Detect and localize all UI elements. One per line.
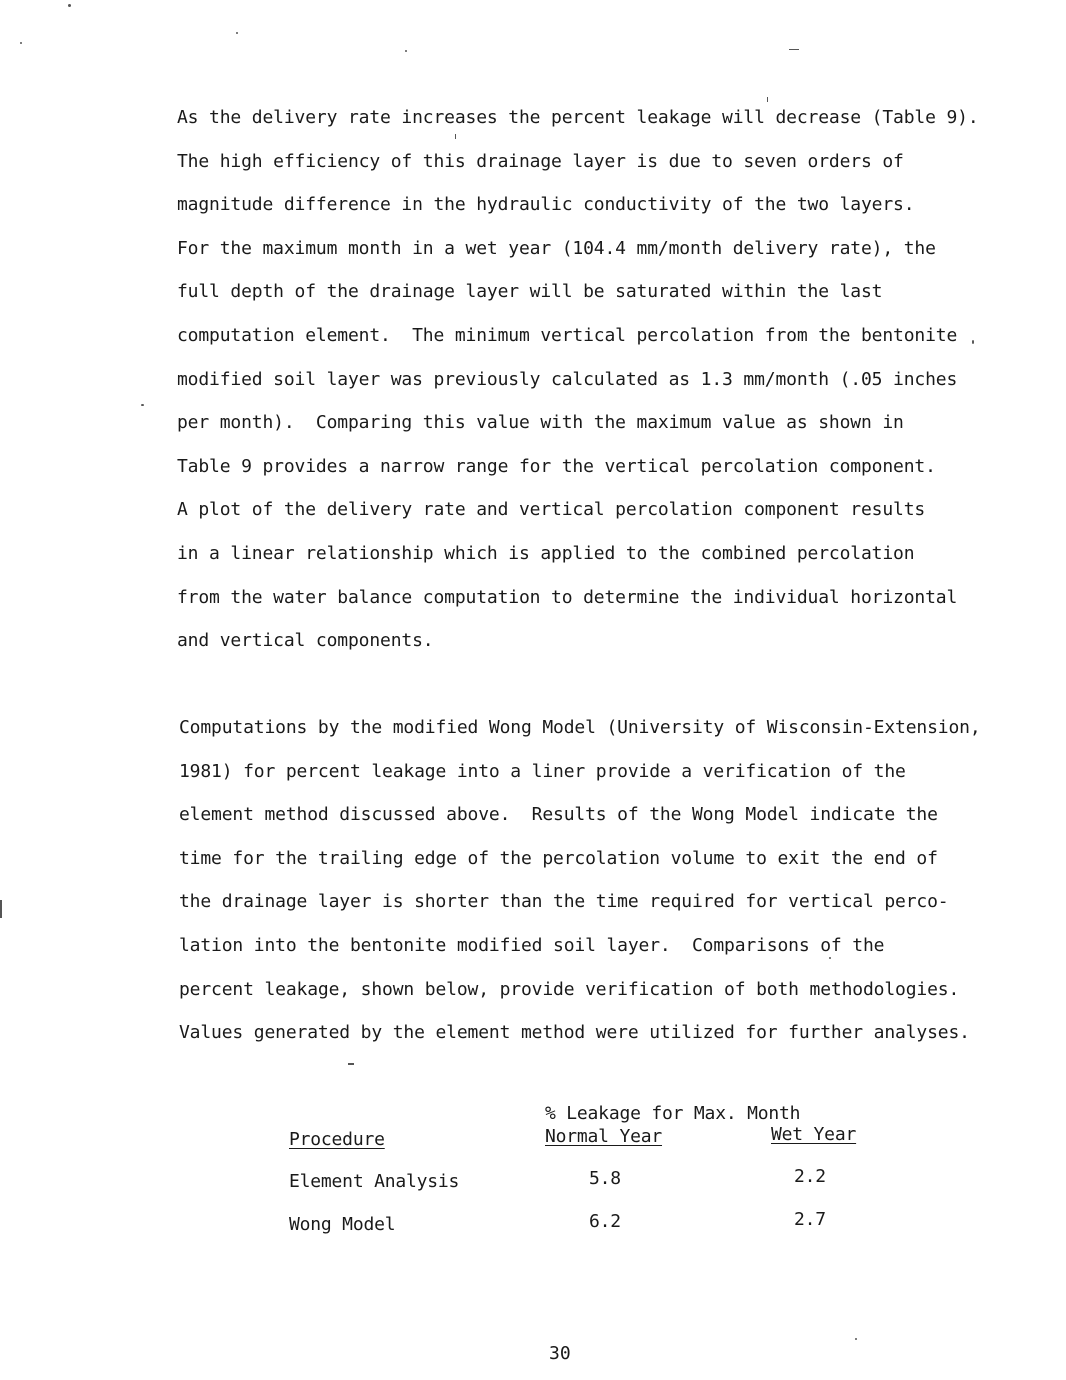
text-line: per month). Comparing this value with the maximum value as shown in [177,412,904,434]
scan-speck [405,50,407,52]
table-cell-wet-year: 2.7 [794,1209,826,1230]
scan-speck [767,97,768,102]
scan-speck [0,900,2,918]
scan-speck [855,1338,857,1340]
text-line: Table 9 provides a narrow range for the vertical percolation component. [177,455,936,477]
table-header-wet-year: Wet Year [771,1124,857,1145]
text-line: 1981) for percent leakage into a liner provide a verification of the [179,760,906,782]
scan-speck [789,49,799,50]
table-header-procedure: Procedure [289,1129,385,1150]
text-line: For the maximum month in a wet year (104.4 mm/month delivery rate), the [177,237,936,259]
table-cell-normal-year: 5.8 [589,1168,621,1189]
text-line: element method discussed above. Results of the Wong Model indicate the [179,804,938,826]
scan-speck [236,32,238,34]
text-line: A plot of the delivery rate and vertical percolation component results [177,499,926,521]
table-group-header: % Leakage for Max. Month [545,1103,801,1124]
scan-speck [972,340,974,344]
table-cell-procedure: Element Analysis [289,1171,460,1192]
table-cell-wet-year: 2.2 [794,1166,826,1187]
text-line: magnitude difference in the hydraulic conductivity of the two layers. [177,194,915,216]
text-line: and vertical components. [177,630,434,652]
scan-speck [20,42,22,44]
scan-speck [348,1063,354,1065]
text-line: time for the trailing edge of the percolation volume to exit the end of [179,847,938,869]
text-line: Computations by the modified Wong Model (University of Wisconsin-Extension, [179,717,981,738]
paragraph-delivery-rate [177,96,979,663]
scan-speck [829,957,831,959]
table-cell-procedure: Wong Model [289,1214,396,1235]
table-cell-normal-year: 6.2 [589,1211,621,1232]
text-line: modified soil layer was previously calculated as 1.3 mm/month (.05 inches [177,368,958,390]
page-number: 30 [549,1343,571,1364]
text-line: As the delivery rate increases the percent leakage will decrease (Table 9). [177,107,979,128]
text-line: lation into the bentonite modified soil layer. Comparisons of the [179,934,885,956]
table-header-normal-year: Normal Year [545,1126,663,1147]
text-line: The high efficiency of this drainage layer is due to seven orders of [177,150,904,172]
text-line: Values generated by the element method were utilized for further analyses. [179,1022,970,1044]
text-line: from the water balance computation to determine the individual horizontal [177,586,958,608]
paragraph-wong-model [179,706,981,1055]
text-line: full depth of the drainage layer will be saturated within the last [177,281,883,303]
text-line: in a linear relationship which is applied to the combined percolation [177,542,915,564]
leakage-comparison-table [289,1098,869,1248]
text-line: computation element. The minimum vertical percolation from the bentonite [177,324,958,346]
text-line: percent leakage, shown below, provide verification of both methodologies. [179,978,960,1000]
scan-speck [68,4,71,7]
text-line: the drainage layer is shorter than the time required for vertical perco- [179,891,949,913]
scan-speck [141,404,144,406]
scan-speck [455,134,456,139]
